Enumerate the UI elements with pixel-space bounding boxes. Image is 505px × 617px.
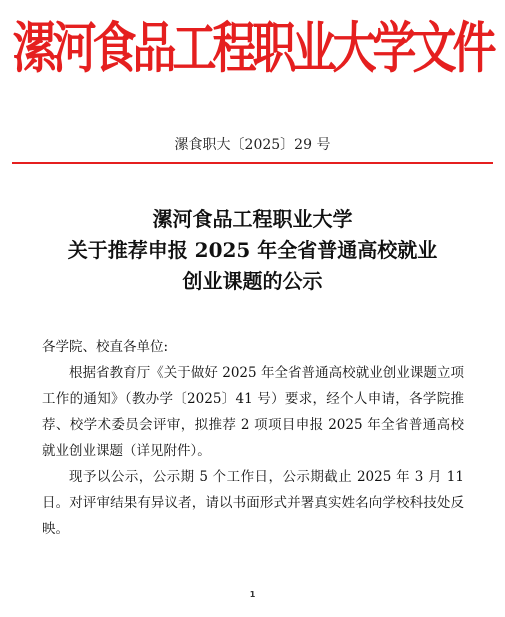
- red-divider-line: [12, 162, 493, 164]
- body-paragraph-1: 根据省教育厅《关于做好 2025 年全省普通高校就业创业课题立项工作的通知》（教办学〔2025〕41 号）要求，经个人申请，各学院推荐、校学术委员会评审，拟推荐 2 项项目申报 2025 年全省普通高校就业创业课题（详见附件）。: [42, 365, 464, 459]
- addressee-line: 各学院、校直各单位:: [42, 339, 169, 355]
- page-number: 1: [249, 590, 256, 599]
- title-line-2: 关于推荐申报 2025 年全省普通高校就业: [67, 238, 438, 262]
- body-paragraph-2: 现予以公示，公示期 5 个工作日，公示期截止 2025 年 3 月 11 日。对评审结果有异议者，请以书面形式并署真实姓名向学校科技处反映。: [42, 469, 464, 537]
- document-body: [42, 334, 464, 542]
- document-number: 漯食职大〔2025〕29 号: [174, 137, 331, 153]
- title-line-1: 漯河食品工程职业大学: [152, 207, 353, 231]
- title-line-3: 创业课题的公示: [182, 269, 323, 293]
- document-title: [0, 204, 505, 297]
- document-masthead: 漯河食品工程职业大学文件: [12, 17, 493, 81]
